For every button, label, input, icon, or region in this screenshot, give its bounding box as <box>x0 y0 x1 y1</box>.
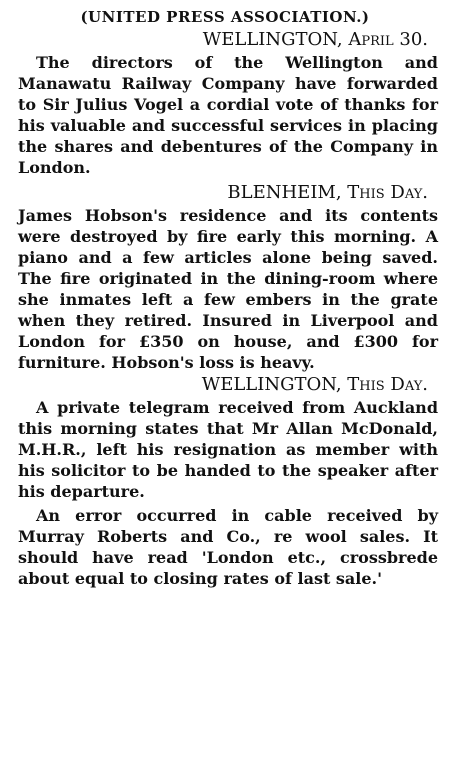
dateline-wellington-april: WELLINGTON, April 30. <box>202 29 428 50</box>
article-paragraph: James Hobson's residence and its contents were destroyed by fire early this morning. A piano and a few articles alone being saved. The fire originated in the dining-room where she inmates left a few embers in the grate when they retired. Insured in Liverpool and London for £350 on house, and £300 for furniture. Hobson's loss is heavy. <box>18 206 438 372</box>
article-paragraph: The directors of the Wellington and Manawatu Railway Company have forwarded to Sir Julius Vogel a cordial vote of thanks for his valuable and successful services in placing the shares and debentures of the Company in London. <box>18 53 438 177</box>
press-association-heading: (UNITED PRESS ASSOCIATION.) <box>80 8 370 26</box>
article-paragraph: An error occurred in cable received by Murray Roberts and Co., re wool sales. It should have read 'London etc., crossbrede about equal to closing rates of last sale.' <box>18 506 438 588</box>
article-paragraph: A private telegram received from Auckland this morning states that Mr Allan McDonald, M.H.R., left his resignation as member with his solicitor to be handed to the speaker after his departure. <box>18 398 438 501</box>
dateline-wellington-this-day: WELLINGTON, This Day. <box>201 374 428 395</box>
dateline-blenheim: BLENHEIM, This Day. <box>227 182 428 203</box>
